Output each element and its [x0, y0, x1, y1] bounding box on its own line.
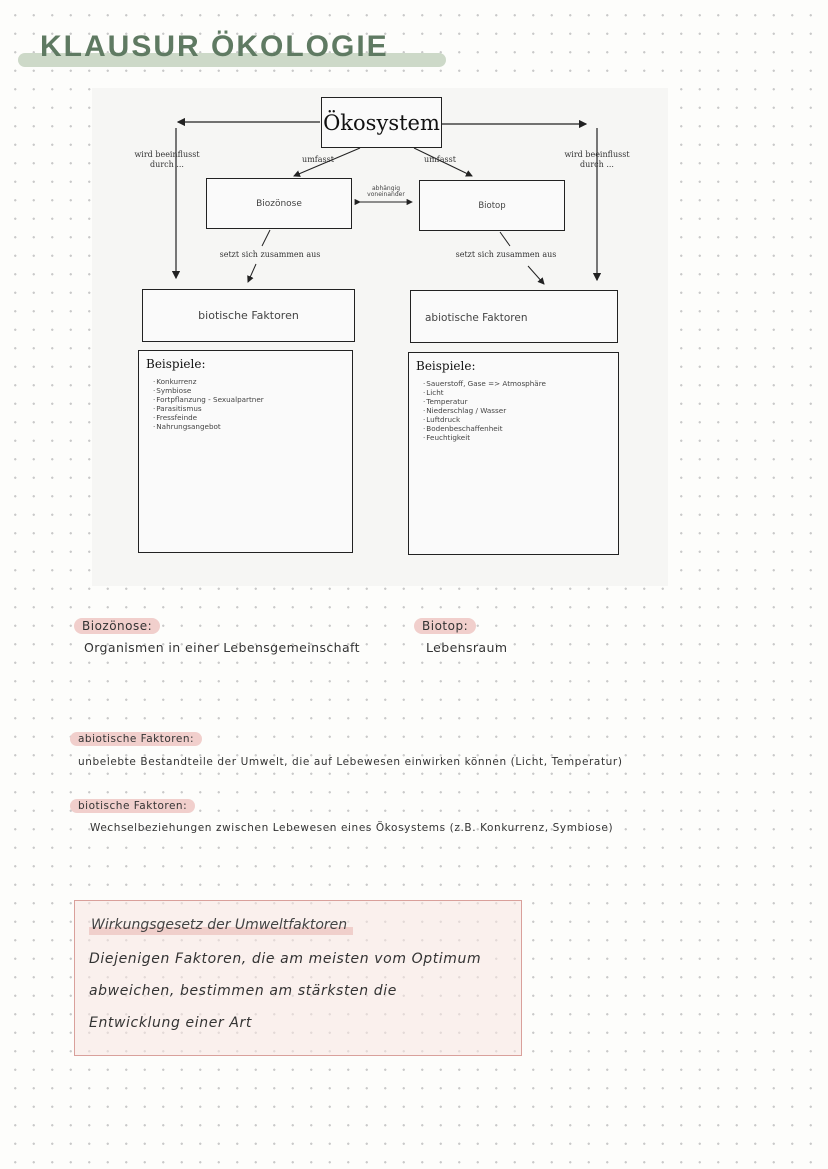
abiotic-examples-list	[423, 379, 546, 442]
biotic-definition: Wechselbeziehungen zwischen Lebewesen eines Ökosystems (z.B. Konkurrenz, Symbiose)	[90, 822, 614, 834]
law-title: Wirkungsgesetz der Umweltfaktoren	[89, 917, 353, 935]
list-item: · Nahrungsangebot	[153, 422, 264, 431]
list-item: · Temperatur	[423, 397, 546, 406]
biotop-definition: Lebensraum	[426, 640, 508, 655]
abiotic-examples-box	[408, 352, 619, 555]
arrow-compose-left	[262, 230, 270, 246]
biozoenose-definition: Organismen in einer Lebensgemeinschaft	[84, 640, 360, 655]
biozoenose-term: Biozönose:	[74, 618, 160, 634]
biotic-examples-list	[153, 377, 264, 431]
list-item: · Fortpflanzung - Sexualpartner	[153, 395, 264, 404]
list-item: · Feuchtigkeit	[423, 433, 546, 442]
biotic-examples-heading: Beispiele:	[146, 357, 206, 371]
list-item: · Symbiose	[153, 386, 264, 395]
arrow-compose-left-2	[248, 264, 256, 282]
biotic-term: biotische Faktoren:	[70, 799, 195, 813]
right-compose-label: setzt sich zusammen aus	[455, 250, 557, 259]
list-item: · Bodenbeschaffenheit	[423, 424, 546, 433]
abiotic-term: abiotische Faktoren:	[70, 732, 202, 746]
left-branch-label: umfasst	[302, 155, 334, 164]
right-branch-label: umfasst	[424, 155, 456, 164]
list-item: · Luftdruck	[423, 415, 546, 424]
biotop-node-label: Biotop	[478, 200, 506, 211]
abiotic-factors-box	[410, 290, 618, 343]
arrow-compose-right	[500, 232, 510, 246]
page-title: KLAUSUR ÖKOLOGIE	[40, 30, 389, 63]
law-box	[74, 900, 522, 1056]
biotop-term: Biotop:	[414, 618, 476, 634]
list-item: · Niederschlag / Wasser	[423, 406, 546, 415]
arrow-compose-right-2	[528, 266, 544, 284]
dependency-label: abhängig voneinander	[367, 185, 405, 198]
law-line-3: Entwicklung einer Art	[89, 1015, 252, 1031]
list-item: · Parasitismus	[153, 404, 264, 413]
biotic-factors-label: biotische Faktoren	[198, 309, 299, 322]
biotop-node	[419, 180, 565, 231]
left-compose-label: setzt sich zusammen aus	[219, 250, 321, 259]
list-item: · Fressfeinde	[153, 413, 264, 422]
root-node-label: Ökosystem	[323, 110, 440, 135]
right-influence-label: wird beeinflusst durch ...	[564, 150, 630, 169]
ecosystem-worksheet	[92, 88, 668, 586]
law-line-1: Diejenigen Faktoren, die am meisten vom Optimum	[89, 951, 482, 967]
law-line-2: abweichen, bestimmen am stärksten die	[89, 983, 397, 999]
biozoenose-node-label: Biozönose	[256, 198, 302, 209]
list-item: · Licht	[423, 388, 546, 397]
root-node	[321, 97, 442, 148]
biotic-examples-box	[138, 350, 353, 553]
list-item: · Sauerstoff, Gase => Atmosphäre	[423, 379, 546, 388]
list-item: · Konkurrenz	[153, 377, 264, 386]
biotic-factors-box	[142, 289, 355, 342]
abiotic-examples-heading: Beispiele:	[416, 359, 476, 373]
abiotic-factors-label: abiotische Faktoren	[425, 312, 528, 324]
abiotic-definition: unbelebte Bestandteile der Umwelt, die auf Lebewesen einwirken können (Licht, Temperatur)	[78, 756, 623, 768]
biozoenose-node	[206, 178, 352, 229]
left-influence-label: wird beeinflusst durch ...	[134, 150, 200, 169]
